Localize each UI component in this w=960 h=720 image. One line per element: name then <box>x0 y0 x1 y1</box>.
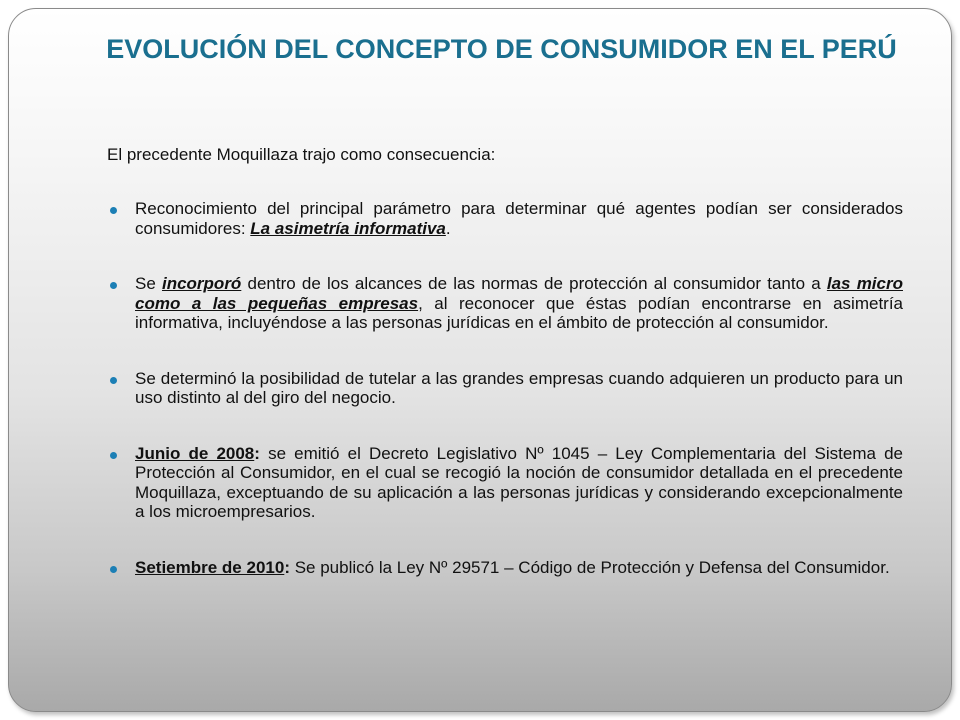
bullet-text: dentro de los alcances de las normas de protección al consumidor tanto a <box>241 274 827 293</box>
bullet-item-1 <box>107 199 903 238</box>
bullet-item-2 <box>107 274 903 333</box>
date-label: Setiembre de 2010 <box>135 557 285 577</box>
intro-text: El precedente Moquillaza trajo como consecuencia: <box>107 145 496 164</box>
slide <box>8 8 952 712</box>
bullet-text: se emitió el Decreto Legislativo Nº 1045 – Ley Complementaria del Sistema de Protección al Consumidor, en el cual se recogió la noción de consumidor detallada en el precedente Moquillaza, exceptuando de su aplicación a las personas jurídicas y considerando excepcionalmente a los microempresarios. <box>135 443 903 521</box>
bullet-text: Se <box>135 274 162 293</box>
bullet-list <box>107 199 903 613</box>
bullet-text: , al reconocer que éstas podían encontrarse en asimetría informativa, incluyéndose a las personas jurídicas en el ámbito de protección al consumidor. <box>135 293 904 332</box>
emphasis-text: las micro como a las pequeñas empresas <box>135 274 903 313</box>
bullet-item-4 <box>107 444 903 522</box>
bullet-text: Se determinó la posibilidad de tutelar a las grandes empresas cuando adquieren un producto para un uso distinto al del giro del negocio. <box>135 368 903 407</box>
emphasis-text: La asimetría informativa <box>250 218 446 238</box>
bullet-dot-icon <box>110 207 117 214</box>
bullet-item-5 <box>107 558 903 578</box>
date-colon: : <box>254 443 260 463</box>
slide-title: EVOLUCIÓN DEL CONCEPTO DE CONSUMIDOR EN EL PERÚ <box>106 34 897 64</box>
bullet-dot-icon <box>110 282 117 289</box>
bullet-dot-icon <box>110 377 117 384</box>
emphasis-text: incorporó <box>161 274 242 293</box>
bullet-item-3 <box>107 369 903 408</box>
bullet-text: . <box>445 218 451 238</box>
bullet-text: Se publicó la Ley Nº 29571 – Código de Protección y Defensa del Consumidor. <box>289 557 890 577</box>
date-label: Junio de 2008 <box>135 443 255 463</box>
bullet-dot-icon <box>110 452 117 459</box>
bullet-dot-icon <box>110 566 117 573</box>
date-colon: : <box>284 557 290 577</box>
bullet-text: Reconocimiento del principal parámetro para determinar qué agentes podían ser considerados consumidores: <box>135 199 903 238</box>
